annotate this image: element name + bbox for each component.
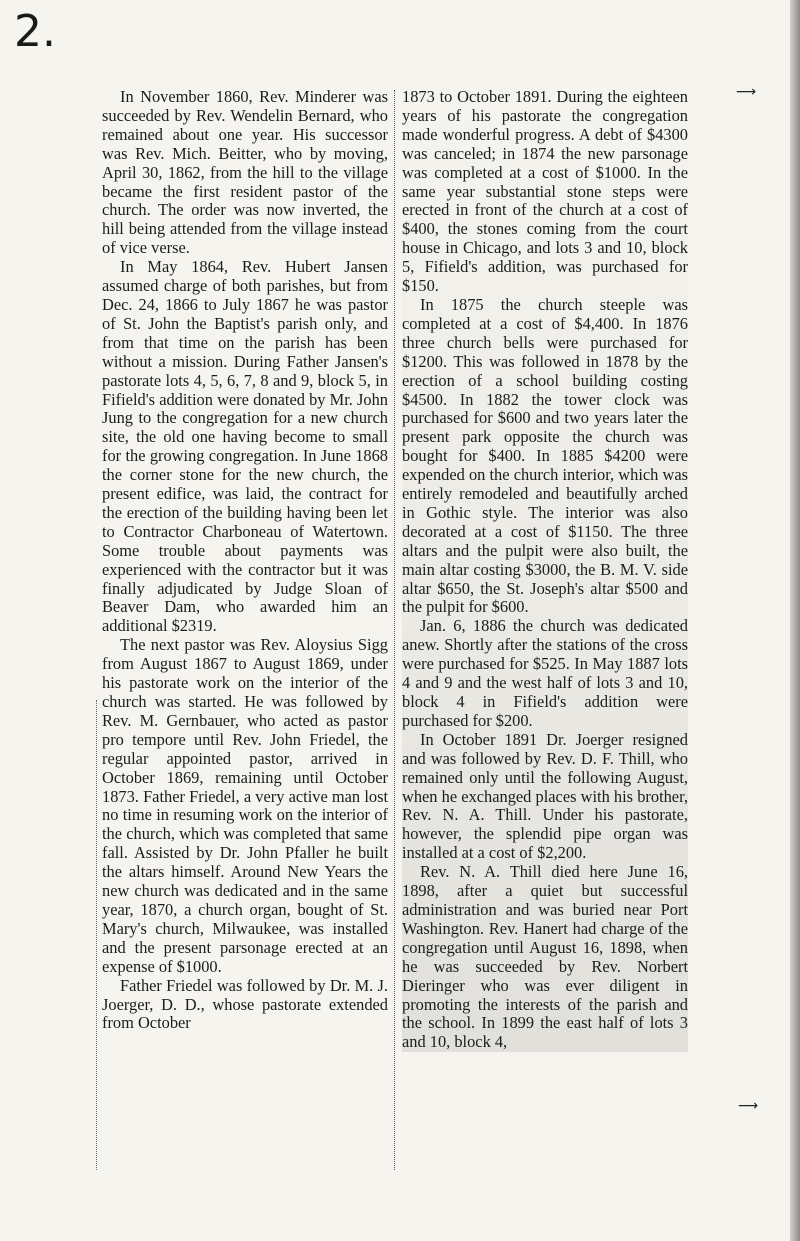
column-left-border bbox=[96, 700, 97, 1170]
paragraph: 1873 to October 1891. During the eighteen years of his pastorate the congregation made wonderful progress. A debt of $4300 was canceled; in 1874 the new parsonage was completed at a cost of $1000. In the same year substantial stone steps were erected in front of the church at a cost of $400, the stones coming from the court house in Chicago, and lots 3 and 10, block 5, Fifield's addition, was purchased for $150. bbox=[402, 87, 688, 296]
page-number: 2. bbox=[14, 6, 56, 57]
right-text-column bbox=[402, 88, 688, 1052]
paragraph: The next pastor was Rev. Aloysius Sigg from August 1867 to August 1869, under his pastorate work on the interior of the church was started. He was followed by Rev. M. Gernbauer, who acted as pastor pro tempore until Rev. John Friedel, the regular appointed pastor, arrived in October 1869, remaining until October 1873. Father Friedel, a very active man lost no time in resuming work on the interior of the church, which was completed that same fall. Assisted by Dr. John Pfaller he built the altars himself. Around New Years the new church was dedicated and in the same year, 1870, a church organ, bought of St. Mary's church, Milwaukee, was installed and the present parsonage erected at an expense of $1000. bbox=[102, 635, 388, 976]
column-divider bbox=[394, 90, 395, 1170]
paragraph: In November 1860, Rev. Minderer was succeeded by Rev. Wendelin Bernard, who remained about one year. His successor was Rev. Mich. Beitter, who by moving, April 30, 1862, from the hill to the village became the first resident pastor of the church. The order was now inverted, the hill being attended from the village instead of vice verse. bbox=[102, 87, 388, 258]
paragraph: Jan. 6, 1886 the church was dedicated anew. Shortly after the stations of the cross were purchased for $525. In May 1887 lots 4 and 9 and the west half of lots 3 and 10, block 4 in Fifield's addition were purchased for $200. bbox=[402, 616, 688, 730]
left-text-column bbox=[102, 88, 388, 1033]
margin-arrow-mark: ⟶ bbox=[736, 84, 757, 100]
margin-arrow-mark: ⟶ bbox=[738, 1098, 759, 1114]
paragraph: Rev. N. A. Thill died here June 16, 1898, after a quiet but successful administration and was buried near Port Washington. Rev. Hanert had charge of the congregation until August 16, 1898, when he was succeeded by Rev. Norbert Dieringer who was ever diligent in promoting the interests of the parish and the school. In 1899 the east half of lots 3 and 10, block 4, bbox=[402, 862, 688, 1052]
paragraph: In May 1864, Rev. Hubert Jansen assumed charge of both parishes, but from Dec. 24, 1866 to July 1867 he was pastor of St. John the Baptist's parish only, and from that time on the parish has been without a mission. During Father Jansen's pastorate lots 4, 5, 6, 7, 8 and 9, block 5, in Fifield's addition were donated by Mr. John Jung to the congregation for a new church site, the old one having become to small for the growing congregation. In June 1868 the corner stone for the new church, the present edifice, was laid, the contract for the erection of the building having been let to Contractor Charboneau of Watertown. Some trouble about payments was experienced with the contractor but it was finally adjudicated by Judge Sloan of Beaver Dam, who awarded him an additional $2319. bbox=[102, 257, 388, 636]
paragraph: Father Friedel was followed by Dr. M. J. Joerger, D. D., whose pastorate extended from October bbox=[102, 975, 388, 1033]
paragraph: In 1875 the church steeple was completed at a cost of $4,400. In 1876 three church bells were purchased for $1200. This was followed in 1878 by the erection of a school building costing $4500. In 1882 the tower clock was purchased for $600 and two years later the present park opposite the church was bought for $400. In 1885 $4200 were expended on the church interior, which was entirely remodeled and beautifully arched in Gothic style. The interior was also decorated at a cost of $1150. The three altars and the pulpit were also built, the main altar costing $3000, the B. M. V. side altar $650, the St. Joseph's altar $500 and the pulpit for $600. bbox=[402, 294, 688, 617]
scan-edge-strip bbox=[790, 0, 800, 1241]
paragraph: In October 1891 Dr. Joerger resigned and was followed by Rev. D. F. Thill, who remained only until the following August, when he exchanged places with his brother, Rev. N. A. Thill. Under his pastorate, however, the splendid pipe organ was installed at a cost of $2,200. bbox=[402, 729, 688, 863]
